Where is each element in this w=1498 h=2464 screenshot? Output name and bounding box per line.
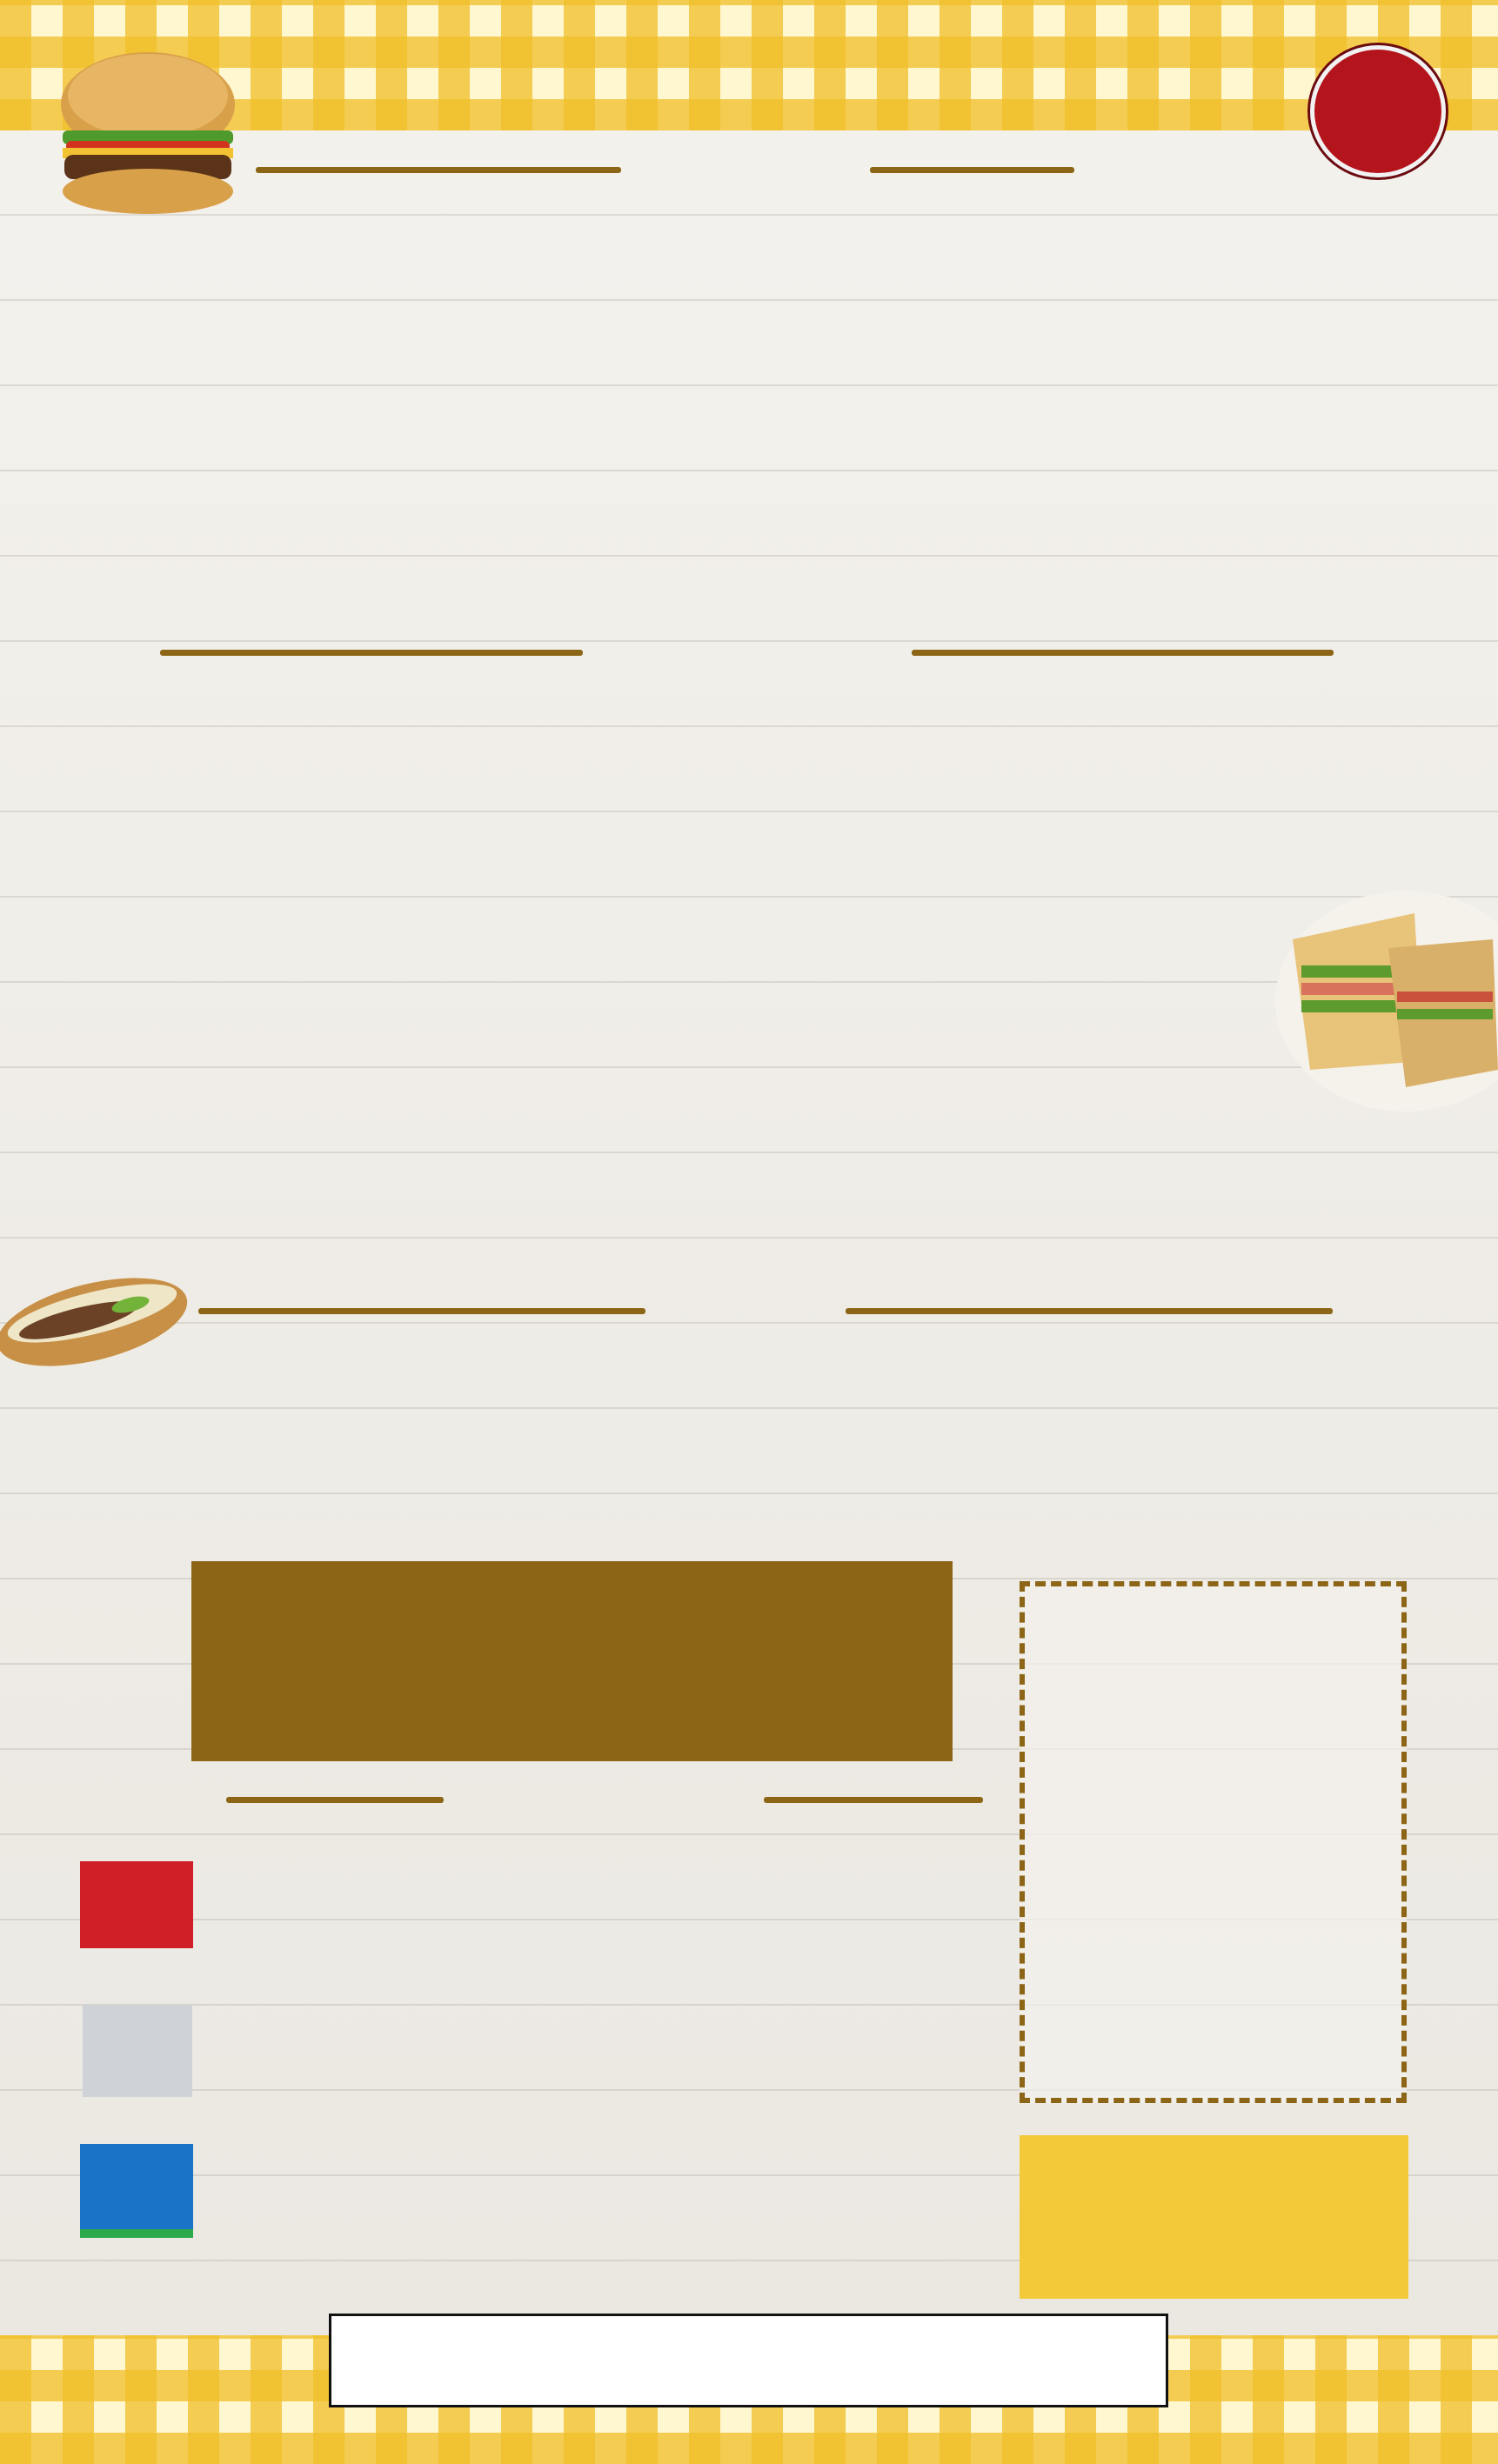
sprite-logo: [80, 2144, 193, 2238]
club-sandwich-image: [1275, 887, 1498, 1115]
homemade-desserts-box: [1020, 2135, 1408, 2299]
beverages-rule-left: [226, 1797, 444, 1803]
subs-rule-left: [198, 1308, 645, 1314]
consumer-advisory: [329, 2314, 1168, 2407]
coca-cola-badge: [1310, 45, 1446, 177]
soup-salad-sandwich-combo: [191, 1561, 953, 1761]
sandwiches-rule-left: [160, 650, 583, 656]
homemade-soups-box: [1020, 1581, 1407, 2103]
coca-cola-logo: [80, 1861, 193, 1948]
sub-sandwich-image: [0, 1252, 193, 1374]
beverages-rule-right: [764, 1797, 983, 1803]
diet-coke-logo: [83, 2005, 192, 2097]
burgers-rule-left: [256, 167, 621, 173]
burgers-rule-right: [870, 167, 1074, 173]
sandwiches-rule-right: [912, 650, 1334, 656]
subs-rule-right: [846, 1308, 1333, 1314]
burger-image: [50, 43, 246, 217]
